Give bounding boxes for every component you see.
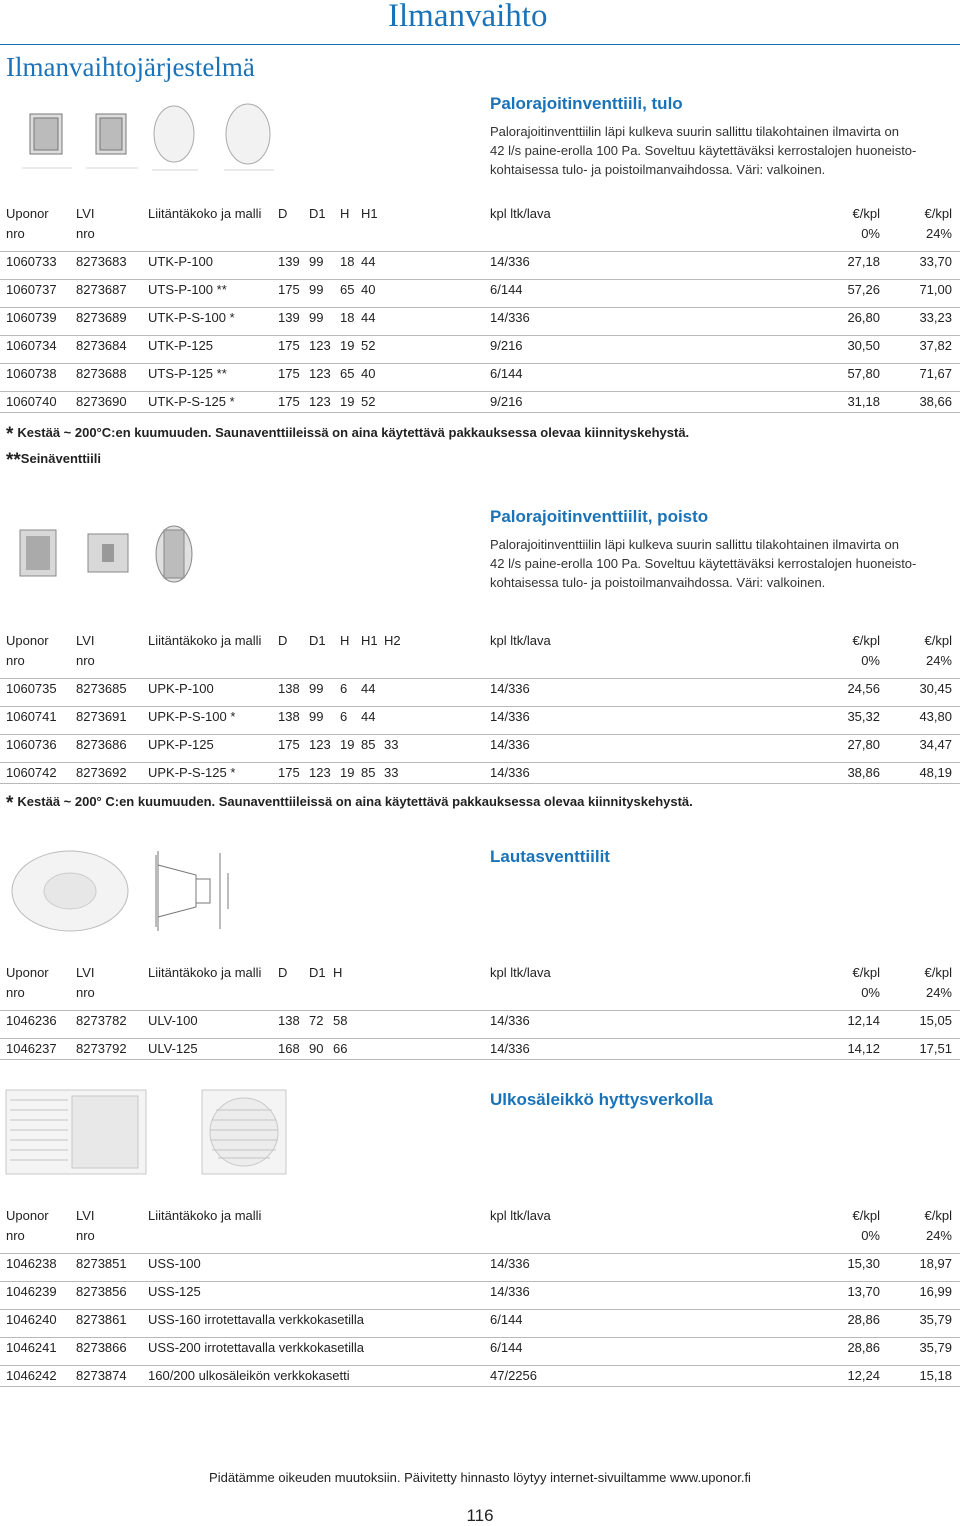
cell: 14/336	[490, 681, 530, 696]
col-header: H1	[361, 633, 378, 648]
cell: UTK-P-125	[148, 338, 214, 353]
col-header: D	[278, 633, 288, 648]
cell: 71,00	[919, 282, 952, 297]
cell: 13,70	[847, 1284, 880, 1299]
cell: 14/336	[490, 765, 530, 780]
col-header: €/kpl	[852, 1208, 880, 1223]
cell: UTK-P-S-100 *	[148, 310, 235, 325]
cell: 1060733	[6, 254, 57, 269]
col-header: nro	[76, 226, 95, 241]
col-header: kpl ltk/lava	[490, 1208, 551, 1223]
table-row	[0, 1337, 960, 1358]
table-header-row	[0, 224, 960, 244]
desc-line: 42 l/s paine-erolla 100 Pa. Soveltuu käytettäväksi kerrostalojen huoneisto-	[490, 143, 917, 158]
col-header: H1	[361, 206, 378, 221]
col-header: H2	[384, 633, 401, 648]
cell: 175	[278, 737, 300, 752]
cell: 37,82	[919, 338, 952, 353]
footnote: **Seinäventtiili	[6, 450, 101, 471]
cell: 30,50	[847, 338, 880, 353]
col-header: nro	[76, 1228, 95, 1243]
cell: 8273683	[76, 254, 127, 269]
cell: 1060735	[6, 681, 57, 696]
table-row	[0, 678, 960, 699]
cell: 8273688	[76, 366, 127, 381]
desc-line: kohtaisessa tulo- ja poistoilmanvaihdossa. Väri: valkoinen.	[490, 162, 826, 177]
cell: 14/336	[490, 254, 530, 269]
col-header: €/kpl	[924, 1208, 952, 1223]
table-row	[0, 734, 960, 755]
cell: 123	[309, 338, 331, 353]
table-header-row	[0, 651, 960, 671]
col-header: 24%	[925, 226, 952, 241]
cell: USS-200 irrotettavalla verkkokasetilla	[148, 1340, 365, 1355]
col-header: €/kpl	[852, 206, 880, 221]
cell: 8273684	[76, 338, 127, 353]
valve-drawings-image	[12, 100, 292, 185]
cell: 99	[309, 310, 324, 325]
cell: 9/216	[490, 338, 523, 353]
cell: 26,80	[847, 310, 880, 325]
cell: 72	[309, 1013, 324, 1028]
table-row	[0, 251, 960, 272]
col-header: nro	[6, 653, 25, 668]
cell: 14/336	[490, 1256, 530, 1271]
cell: 8273686	[76, 737, 127, 752]
cell: 19	[340, 338, 355, 353]
cell: 18	[340, 254, 355, 269]
col-header: LVI	[76, 633, 95, 648]
cell: 57,26	[847, 282, 880, 297]
sec4-heading: Ulkosäleikkö hyttysverkolla	[490, 1090, 714, 1109]
col-header: kpl ltk/lava	[490, 965, 551, 980]
col-header: 24%	[925, 1228, 952, 1243]
col-header: D1	[309, 206, 326, 221]
cell: USS-160 irrotettavalla verkkokasetilla	[148, 1312, 365, 1327]
cell: 27,18	[847, 254, 880, 269]
cell: 8273861	[76, 1312, 127, 1327]
cell: 44	[361, 310, 376, 325]
cell: 175	[278, 366, 300, 381]
cell: 168	[278, 1041, 300, 1056]
table-row	[0, 1365, 960, 1387]
cell: 85	[361, 765, 376, 780]
cell: 44	[361, 681, 376, 696]
cell: USS-125	[148, 1284, 201, 1299]
cell: 43,80	[919, 709, 952, 724]
table-header-row	[0, 204, 960, 224]
footnote: * Kestää ~ 200° C:en kuumuuden. Saunaventtiileissä on aina käytettävä pakkauksessa olevaa kiinnityskehystä.	[6, 793, 693, 814]
cell: 47/2256	[490, 1368, 537, 1383]
cell: 14/336	[490, 1013, 530, 1028]
table-row	[0, 1038, 960, 1060]
table-row	[0, 1281, 960, 1302]
col-header: 0%	[861, 985, 880, 1000]
desc-line: 42 l/s paine-erolla 100 Pa. Soveltuu käytettäväksi kerrostalojen huoneisto-	[490, 556, 917, 571]
cell: 1060737	[6, 282, 57, 297]
cell: 1060742	[6, 765, 57, 780]
table-row	[0, 1309, 960, 1330]
desc-line: kohtaisessa tulo- ja poistoilmanvaihdossa. Väri: valkoinen.	[490, 575, 826, 590]
cell: 40	[361, 366, 376, 381]
cell: 66	[333, 1041, 348, 1056]
table-row	[0, 706, 960, 727]
table-header-row	[0, 631, 960, 651]
cell: 8273866	[76, 1340, 127, 1355]
cell: 33,23	[919, 310, 952, 325]
cell: 19	[340, 394, 355, 409]
cell: 99	[309, 681, 324, 696]
table-row	[0, 1253, 960, 1274]
cell: 1060734	[6, 338, 57, 353]
cell: 1046236	[6, 1013, 57, 1028]
cell: 15,30	[847, 1256, 880, 1271]
cell: 8273692	[76, 765, 127, 780]
cell: 58	[333, 1013, 348, 1028]
cell: 44	[361, 254, 376, 269]
col-header: Uponor	[6, 965, 49, 980]
table-row	[0, 1010, 960, 1031]
cell: 139	[278, 310, 300, 325]
col-header: Liitäntäkoko ja malli	[148, 206, 262, 221]
cell: 30,45	[919, 681, 952, 696]
cell: 14/336	[490, 1041, 530, 1056]
cell: 35,79	[919, 1340, 952, 1355]
table-row	[0, 335, 960, 356]
cell: 139	[278, 254, 300, 269]
cell: 17,51	[919, 1041, 952, 1056]
col-header: nro	[76, 653, 95, 668]
cell: 38,86	[847, 765, 880, 780]
cell: 40	[361, 282, 376, 297]
cell: 8273851	[76, 1256, 127, 1271]
cell: UTK-P-100	[148, 254, 214, 269]
col-header: LVI	[76, 206, 95, 221]
col-header: 0%	[861, 1228, 880, 1243]
cell: 1046242	[6, 1368, 57, 1383]
cell: 6	[340, 709, 348, 724]
col-header: €/kpl	[852, 965, 880, 980]
cell: 1046237	[6, 1041, 57, 1056]
cell: USS-100	[148, 1256, 201, 1271]
desc-line: Palorajoitinventtiilin läpi kulkeva suurin sallittu tilakohtainen ilmavirta on	[490, 537, 899, 552]
cell: 1046240	[6, 1312, 57, 1327]
cell: 65	[340, 282, 355, 297]
col-header: H	[340, 206, 350, 221]
cell: 57,80	[847, 366, 880, 381]
cell: 12,24	[847, 1368, 880, 1383]
table-row	[0, 279, 960, 300]
cell: 6/144	[490, 1312, 523, 1327]
col-header: €/kpl	[924, 206, 952, 221]
cell: UPK-P-S-100 *	[148, 709, 236, 724]
cell: 18,97	[919, 1256, 952, 1271]
cell: 65	[340, 366, 355, 381]
cell: 34,47	[919, 737, 952, 752]
cell: 8273874	[76, 1368, 127, 1383]
col-header: 24%	[925, 653, 952, 668]
col-header: €/kpl	[924, 965, 952, 980]
cell: 14/336	[490, 1284, 530, 1299]
sec1-heading: Palorajoitinventtiili, tulo	[490, 94, 683, 113]
col-header: D	[278, 206, 288, 221]
cell: 175	[278, 282, 300, 297]
cell: 16,99	[919, 1284, 952, 1299]
cell: 8273792	[76, 1041, 127, 1056]
col-header: Uponor	[6, 633, 49, 648]
cell: 99	[309, 254, 324, 269]
cell: 175	[278, 394, 300, 409]
header-rule	[0, 44, 960, 45]
sec1-description	[490, 122, 955, 179]
col-header: €/kpl	[852, 633, 880, 648]
cell: 123	[309, 366, 331, 381]
cell: 19	[340, 765, 355, 780]
col-header: D1	[309, 633, 326, 648]
cell: UPK-P-100	[148, 681, 214, 696]
cell: 123	[309, 765, 331, 780]
cell: 48,19	[919, 765, 952, 780]
cell: 8273856	[76, 1284, 127, 1299]
cell: 52	[361, 338, 376, 353]
cell: 19	[340, 737, 355, 752]
cell: 8273691	[76, 709, 127, 724]
cell: 14/336	[490, 709, 530, 724]
table-header-row	[0, 963, 960, 983]
cell: 123	[309, 394, 331, 409]
cell: 18	[340, 310, 355, 325]
cell: 1060740	[6, 394, 57, 409]
col-header: H	[333, 965, 343, 980]
cell: 175	[278, 765, 300, 780]
col-header: kpl ltk/lava	[490, 633, 551, 648]
col-header: Uponor	[6, 206, 49, 221]
cell: 1060739	[6, 310, 57, 325]
cell: ULV-100	[148, 1013, 198, 1028]
footnote: * Kestää ~ 200°C:en kuumuuden. Saunaventtiileissä on aina käytettävä pakkauksessa olevaa kiinnityskehystä.	[6, 424, 690, 445]
cell: 6/144	[490, 1340, 523, 1355]
cell: 8273687	[76, 282, 127, 297]
cell: UTS-P-100 **	[148, 282, 227, 297]
cell: ULV-125	[148, 1041, 198, 1056]
cell: UPK-P-125	[148, 737, 214, 752]
cell: 35,79	[919, 1312, 952, 1327]
col-header: nro	[6, 226, 25, 241]
cell: 99	[309, 709, 324, 724]
footnote-text: Seinäventtiili	[20, 451, 101, 466]
table-row	[0, 391, 960, 413]
cell: 28,86	[847, 1340, 880, 1355]
cell: 8273690	[76, 394, 127, 409]
col-header: nro	[6, 1228, 25, 1243]
cell: 44	[361, 709, 376, 724]
footnote-text: Kestää ~ 200° C:en kuumuuden. Saunaventtiileissä on aina käytettävä pakkauksessa olevaa kiinnityskehystä.	[17, 794, 693, 809]
cell: 1060736	[6, 737, 57, 752]
col-header: €/kpl	[924, 633, 952, 648]
page-title: Ilmanvaihto	[388, 0, 548, 34]
cell: 14,12	[847, 1041, 880, 1056]
cell: UTS-P-125 **	[148, 366, 227, 381]
col-header: Liitäntäkoko ja malli	[148, 633, 262, 648]
table-row	[0, 762, 960, 784]
table-header-row	[0, 1226, 960, 1246]
cell: 52	[361, 394, 376, 409]
cell: 160/200 ulkosäleikön verkkokasetti	[148, 1368, 350, 1383]
cell: 6/144	[490, 282, 523, 297]
sec2-description	[490, 535, 955, 592]
table-header-row	[0, 983, 960, 1003]
grille-image	[6, 1088, 356, 1178]
col-header: 0%	[861, 226, 880, 241]
col-header: Uponor	[6, 1208, 49, 1223]
cell: 99	[309, 282, 324, 297]
cell: 138	[278, 1013, 300, 1028]
cell: 35,32	[847, 709, 880, 724]
cell: 71,67	[919, 366, 952, 381]
cell: 33,70	[919, 254, 952, 269]
cell: 38,66	[919, 394, 952, 409]
cell: 138	[278, 681, 300, 696]
cell: 33	[384, 737, 399, 752]
table-row	[0, 307, 960, 328]
cell: UPK-P-S-125 *	[148, 765, 236, 780]
cell: 1060741	[6, 709, 57, 724]
cell: 1046239	[6, 1284, 57, 1299]
cell: 123	[309, 737, 331, 752]
col-header: H	[340, 633, 350, 648]
cell: 28,86	[847, 1312, 880, 1327]
cell: 24,56	[847, 681, 880, 696]
cell: 6/144	[490, 366, 523, 381]
page-number: 116	[466, 1506, 494, 1525]
sec2-heading: Palorajoitinventtiilit, poisto	[490, 507, 709, 526]
col-header: nro	[76, 985, 95, 1000]
col-header: 0%	[861, 653, 880, 668]
cell: 15,05	[919, 1013, 952, 1028]
cell: UTK-P-S-125 *	[148, 394, 235, 409]
footnote-text: Kestää ~ 200°C:en kuumuuden. Saunaventtiileissä on aina käytettävä pakkauksessa olevaa kiinnityskehystä.	[17, 425, 690, 440]
cell: 6	[340, 681, 348, 696]
col-header: D	[278, 965, 288, 980]
cell: 8273689	[76, 310, 127, 325]
desc-line: Palorajoitinventtiilin läpi kulkeva suurin sallittu tilakohtainen ilmavirta on	[490, 124, 899, 139]
table-row	[0, 363, 960, 384]
col-header: 24%	[925, 985, 952, 1000]
cell: 15,18	[919, 1368, 952, 1383]
col-header: LVI	[76, 1208, 95, 1223]
cell: 85	[361, 737, 376, 752]
cell: 1060738	[6, 366, 57, 381]
cell: 14/336	[490, 737, 530, 752]
col-header: D1	[309, 965, 326, 980]
cell: 1046238	[6, 1256, 57, 1271]
cell: 8273685	[76, 681, 127, 696]
cell: 175	[278, 338, 300, 353]
col-header: nro	[6, 985, 25, 1000]
table-header-row	[0, 1206, 960, 1226]
col-header: kpl ltk/lava	[490, 206, 551, 221]
cell: 14/336	[490, 310, 530, 325]
cell: 33	[384, 765, 399, 780]
cell: 138	[278, 709, 300, 724]
valve-photos-image	[8, 520, 208, 590]
col-header: Liitäntäkoko ja malli	[148, 965, 262, 980]
footer-text: Pidätämme oikeuden muutoksiin. Päivitetty hinnasto löytyy internet-sivuiltamme www.uponor.fi	[209, 1470, 751, 1485]
col-header: LVI	[76, 965, 95, 980]
cell: 12,14	[847, 1013, 880, 1028]
cell: 90	[309, 1041, 324, 1056]
cell: 27,80	[847, 737, 880, 752]
cell: 8273782	[76, 1013, 127, 1028]
cell: 1046241	[6, 1340, 57, 1355]
col-header: Liitäntäkoko ja malli	[148, 1208, 262, 1223]
sec3-heading: Lautasventtiilit	[490, 847, 610, 866]
section-title: Ilmanvaihtojärjestelmä	[6, 52, 255, 82]
cell: 9/216	[490, 394, 523, 409]
disc-valve-image	[6, 845, 286, 935]
cell: 31,18	[847, 394, 880, 409]
